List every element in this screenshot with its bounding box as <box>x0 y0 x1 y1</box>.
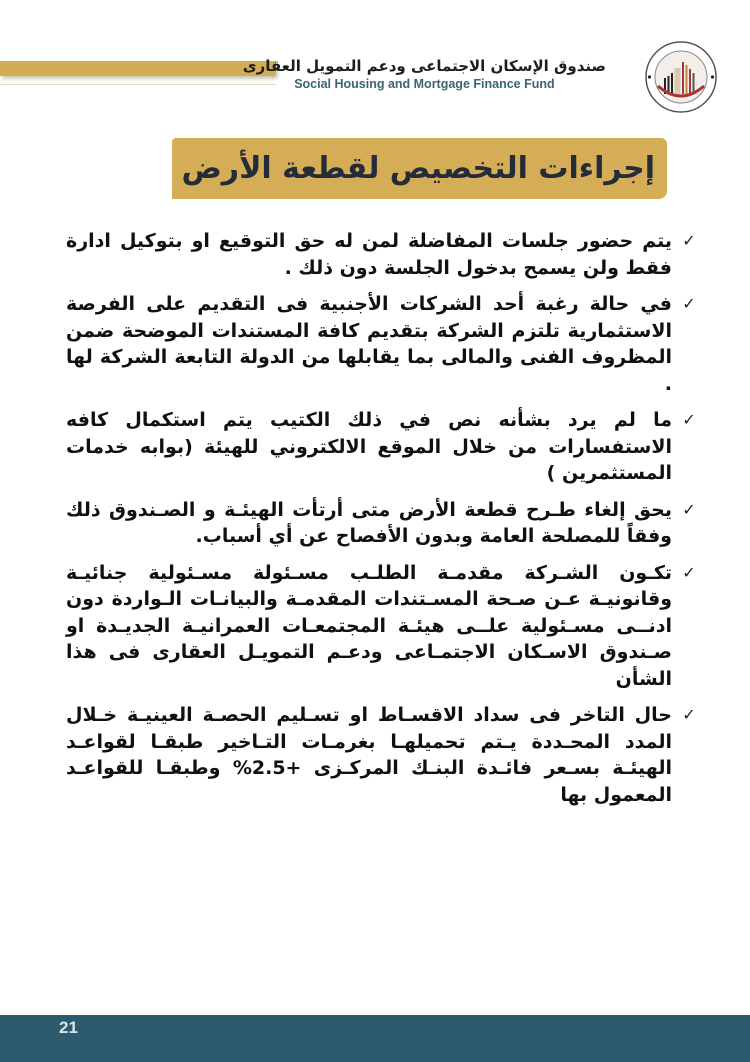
page-number: 21 <box>59 1018 78 1037</box>
list-item <box>66 497 706 550</box>
list-item <box>66 228 706 281</box>
page-title: إجراءات التخصيص لقطعة الأرض <box>181 151 655 186</box>
org-name-english: Social Housing and Mortgage Finance Fund <box>294 77 555 91</box>
list-item-text: في حالة رغبة أحد الشركات الأجنبية فى التقديم على الفرصة الاستثمارية تلتزم الشركة بتقديم كافة المستندات الموضحة ضمن المظروف الفنى والمالى بما يقابلها من الدولة التابعة الشركة لها . <box>66 293 672 395</box>
list-item <box>66 560 706 693</box>
org-name-arabic: صندوق الإسكان الاجتماعى ودعم التمويل العقارى <box>242 57 606 75</box>
page-title-banner <box>172 138 667 199</box>
list-item-text: تكـون الشـركة مقدمـة الطلـب مسـئولة مسـئولية جنائيـة وقانونيـة عـن صـحة المسـتندات المقدمـة والبيانـات الـواردة دون ادنــى مسـئولية علــى هيئـة المجتمعـات العمرانيـة الجديـدة او صـندوق الاسـكان الاجتمـاعى ودعـم التمويـل العقارى فى هذا الشأن <box>66 561 672 690</box>
list-item-text: حال التاخر فى سداد الاقسـاط او تسـليم الحصـة العينيـة خـلال المدد المحـددة يـتم تحميلهـا بغرمـات التـاخير طبقـا لقواعـد الهيئـة بسـعر فائـدة البنـك المركـزى +2.5% وطبقـا للقواعـد المعمول بها <box>66 704 672 806</box>
list-item-text: يتم حضور جلسات المفاضلة لمن له حق التوقيع او بتوكيل ادارة فقط ولن يسمح بدخول الجلسة دون ذلك . <box>66 230 672 279</box>
check-icon: ✓ <box>682 231 696 250</box>
check-icon: ✓ <box>682 410 696 429</box>
list-item-text: ما لم يرد بشأنه نص في ذلك الكتيب يتم استكمال كافه الاستفسارات من خلال الموقع الالكتروني للهيئة (بوابه خدمات المستثمرين ) <box>66 409 672 484</box>
header-accent-line <box>0 84 276 85</box>
list-item-text: يحق إلغاء طـرح قطعة الأرض متى أرتأت الهيئـة و الصـندوق ذلك وفقاً للمصلحة العامة وبدون الأفصاح عن أي أسباب. <box>66 498 672 547</box>
list-item <box>66 291 706 397</box>
page-footer <box>0 1015 750 1062</box>
procedures-list <box>66 228 706 818</box>
list-item <box>66 407 706 487</box>
check-icon: ✓ <box>682 294 696 313</box>
fund-seal-logo-icon <box>644 40 718 114</box>
check-icon: ✓ <box>682 705 696 724</box>
org-header <box>243 56 606 92</box>
check-icon: ✓ <box>682 562 696 582</box>
check-icon: ✓ <box>682 499 696 519</box>
header-accent-bar <box>0 61 276 76</box>
list-item <box>66 702 706 808</box>
